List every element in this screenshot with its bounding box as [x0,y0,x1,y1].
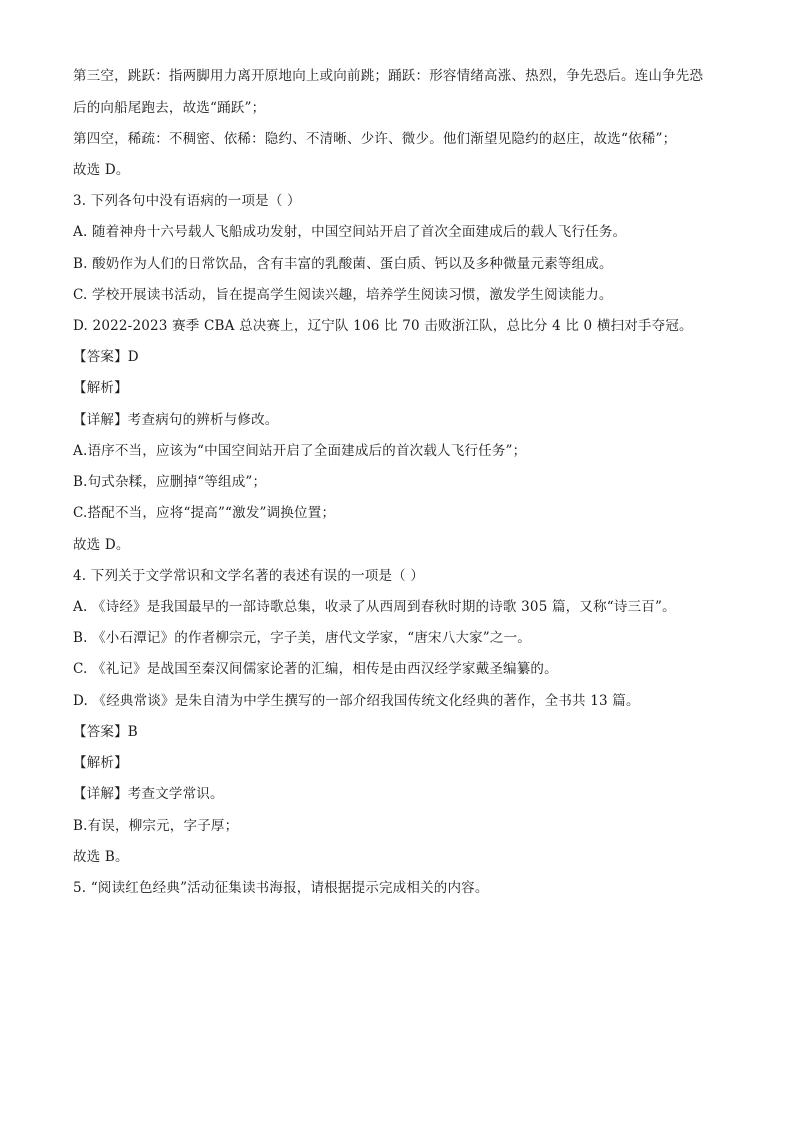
text-line: 第四空，稀疏：不稠密、依稀：隐约、不清晰、少许、微少。他们渐望见隐约的赵庄，故选“依稀”； [73,131,677,147]
question-4-option-d: D. 《经典常谈》是朱自清为中学生撰写的一部介绍我国传统文化经典的著作，全书共 13 篇。 [73,693,640,709]
question-3-option-c: C. 学校开展读书活动，旨在提高学生阅读兴趣，培养学生阅读习惯，激发学生阅读能力。 [73,287,613,303]
text-line: A.语序不当，应该为“中国空间站开启了全面建成后的首次载人飞行任务”； [73,443,527,459]
text-line: 故选 D。 [73,537,130,553]
question-3-stem: 3. 下列各句中没有语病的一项是（ ） [73,193,301,209]
question-4-option-b: B. 《小石潭记》的作者柳宗元，字子美，唐代文学家，“唐宋八大家”之一。 [73,630,532,646]
detail-line: 【详解】考查文学常识。 [73,786,224,802]
question-4-stem: 4. 下列关于文学常识和文学名著的表述有误的一项是（ ） [73,568,425,584]
question-5-stem: 5. “阅读红色经典”活动征集读书海报，请根据提示完成相关的内容。 [73,880,489,896]
answer-label: 【答案】D [73,349,139,365]
text-line: 故选 B。 [73,849,129,865]
question-4-option-c: C. 《礼记》是战国至秦汉间儒家论著的汇编，相传是由西汉经学家戴圣编纂的。 [73,661,558,677]
text-line: C.搭配不当，应将“提高”“激发”调换位置； [73,505,336,521]
question-4-option-a: A. 《诗经》是我国最早的一部诗歌总集，收录了从西周到春秋时期的诗歌 305 篇，又称“诗三百”。 [73,599,676,615]
question-3-option-d: D. 2022-2023 赛季 CBA 总决赛上，辽宁队 106 比 70 击败浙江队，总比分 4 比 0 横扫对手夺冠。 [73,318,693,334]
text-line: B.句式杂糅，应删掉“等组成”； [73,474,267,490]
question-3-option-b: B. 酸奶作为人们的日常饮品，含有丰富的乳酸菌、蛋白质、钙以及多种微量元素等组成。 [73,256,613,272]
text-line: 第三空，跳跃：指两脚用力离开原地向上或向前跳；踊跃：形容情绪高涨、热烈，争先恐后。连山争先恐 [73,68,704,84]
analysis-label: 【解析】 [73,380,128,396]
answer-label: 【答案】B [73,724,138,740]
detail-line: 【详解】考查病句的辨析与修改。 [73,412,279,428]
analysis-label: 【解析】 [73,755,128,771]
text-line: 故选 D。 [73,162,130,178]
question-3-option-a: A. 随着神舟十六号载人飞船成功发射，中国空间站开启了首次全面建成后的载人飞行任务。 [73,224,627,240]
text-line: 后的向船尾跑去，故选“踊跃”； [73,100,266,116]
text-line: B.有误，柳宗元，字子厚； [73,818,239,834]
